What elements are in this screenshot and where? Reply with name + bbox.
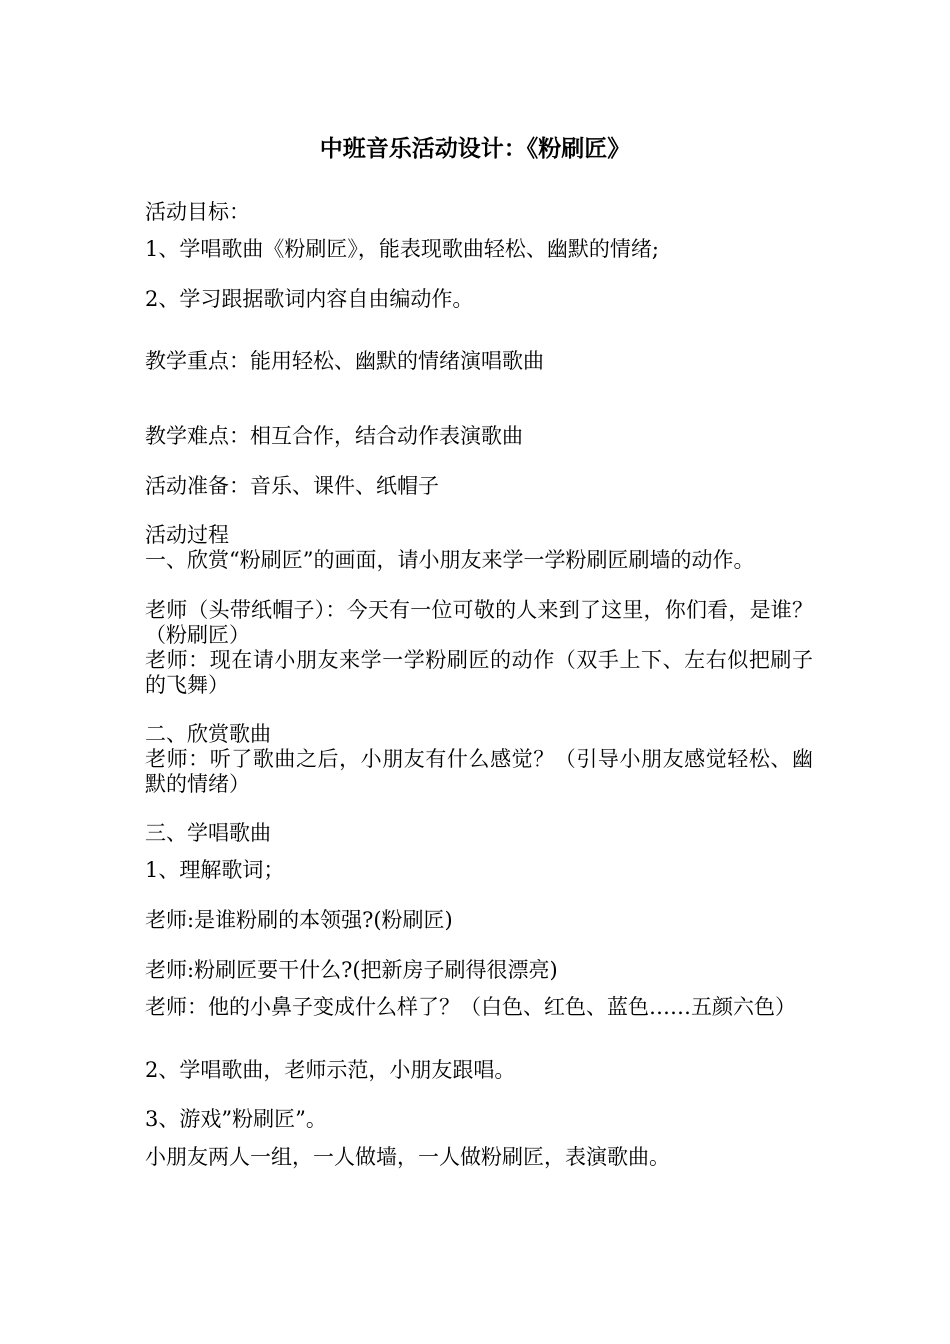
- step-2-heading: 二、欣赏歌曲: [145, 722, 271, 746]
- difficulty: 教学难点：相互合作，结合动作表演歌曲: [145, 424, 523, 448]
- question-3: 老师：他的小鼻子变成什么样了？（白色、红色、蓝色……五颜六色）: [145, 995, 796, 1019]
- key-point: 教学重点：能用轻松、幽默的情绪演唱歌曲: [145, 349, 544, 373]
- process-heading: 活动过程: [145, 523, 229, 547]
- question-2: 老师:粉刷匠要干什么?(把新房子刷得很漂亮): [145, 958, 558, 982]
- question-1: 老师:是谁粉刷的本领强?(粉刷匠): [145, 908, 453, 932]
- step-1: 一、欣赏“粉刷匠”的画面，请小朋友来学一学粉刷匠刷墙的动作。: [145, 548, 755, 572]
- document-title: 中班音乐活动设计：《粉刷匠》: [319, 135, 631, 162]
- step-3-sub-1: 1、理解歌词；: [145, 858, 285, 882]
- step-3-sub-3: 3、游戏”粉刷匠”。: [145, 1107, 327, 1131]
- objective-2: 2、学习跟据歌词内容自由编动作。: [145, 287, 474, 311]
- step-1-teacher-a: 老师（头带纸帽子）：今天有一位可敬的人来到了这里，你们看，是谁？（粉刷匠）: [145, 598, 813, 647]
- step-3-sub-2: 2、学唱歌曲，老师示范，小朋友跟唱。: [145, 1058, 516, 1082]
- step-1-teacher-b: 老师：现在请小朋友来学一学粉刷匠的动作（双手上下、左右似把刷子的飞舞）: [145, 648, 813, 697]
- step-2-teacher: 老师：听了歌曲之后，小朋友有什么感觉？（引导小朋友感觉轻松、幽默的情绪）: [145, 747, 813, 796]
- objectives-heading: 活动目标：: [145, 200, 250, 224]
- game-description: 小朋友两人一组，一人做墙，一人做粉刷匠，表演歌曲。: [145, 1145, 670, 1169]
- objective-1: 1、学唱歌曲《粉刷匠》，能表现歌曲轻松、幽默的情绪;: [145, 237, 659, 261]
- preparation: 活动准备：音乐、课件、纸帽子: [145, 474, 439, 498]
- step-3-heading: 三、学唱歌曲: [145, 821, 271, 845]
